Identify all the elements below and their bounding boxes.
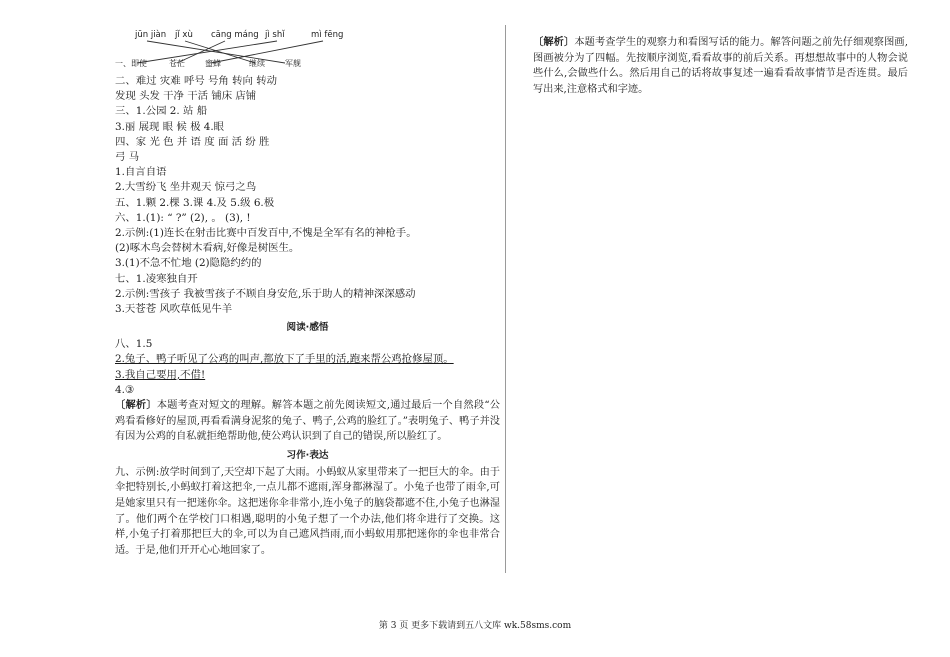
right-column bbox=[533, 35, 908, 97]
answer-line: 发现 头发 干净 干活 铺床 店铺 bbox=[115, 90, 257, 103]
pinyin-item: jì shǐ bbox=[265, 30, 285, 40]
pinyin-item: cāng máng bbox=[211, 30, 259, 40]
column-divider bbox=[505, 25, 506, 573]
answer-line-underlined: 2.兔子、鸭子听见了公鸡的叫声,都放下了手里的活,跑来帮公鸡抢修屋顶。 bbox=[115, 353, 454, 366]
answer-line: 2.示例:(1)连长在射击比赛中百发百中,不愧是全军有名的神枪手。 bbox=[115, 227, 417, 240]
match-word: 蜜蜂 bbox=[205, 59, 221, 68]
answer-line: 二、难过 灾难 呼号 号角 转向 转动 bbox=[115, 75, 277, 87]
answer-line: 六、1.(1): “ ?” (2), 。 (3), ! bbox=[115, 211, 251, 224]
answer-line: (2)啄木鸟会替树木看病,好像是树医生。 bbox=[115, 242, 300, 255]
analysis-tag: 〔解析〕 bbox=[533, 36, 575, 48]
answer-line: 五、1.颗 2.棵 3.课 4.及 5.级 6.极 bbox=[115, 196, 275, 209]
answer-line: 1.自言自语 bbox=[115, 166, 167, 179]
analysis-tag: 〔解析〕 bbox=[115, 399, 157, 412]
answer-line: 3.(1)不急不忙地 (2)隐隐约约的 bbox=[115, 257, 262, 270]
match-word: 军舰 bbox=[285, 59, 301, 68]
match-words-row bbox=[115, 58, 500, 70]
left-column bbox=[115, 30, 500, 558]
pinyin-item: jūn jiàn bbox=[135, 30, 167, 40]
right-analysis bbox=[533, 35, 908, 97]
reading-section-title: 阅读·感悟 bbox=[286, 322, 329, 334]
analysis-text: 本题考查对短文的理解。解答本题之前先阅读短文,通过最后一个自然段“公鸡看看修好的屋顶,再看看满身泥浆的兔子、鸭子,公鸡的脸红了。”表明兔子、鸭子并没有因为公鸡的自私就拒绝帮助他,使公鸡认识到了自己的错误,所以脸红了。 bbox=[115, 400, 500, 443]
answer-line: 七、1.凌寒独自开 bbox=[115, 272, 198, 285]
answer-line: 2.示例:雪孩子 我被雪孩子不顾自身安危,乐于助人的精神深深感动 bbox=[115, 287, 416, 300]
pinyin-item: mì fēng bbox=[311, 30, 344, 40]
answer-line: 3.丽 展现 眼 候 极 4.眼 bbox=[115, 120, 225, 133]
page-footer: 第 3 页 更多下载请到五八文库 wk.58sms.com bbox=[378, 621, 572, 631]
answer-line: 三、1.公园 2. 站 船 bbox=[115, 105, 208, 118]
answer-line: 弓 马 bbox=[115, 151, 140, 164]
answer-line: 3.天苍苍 风吹草低见牛羊 bbox=[115, 303, 233, 316]
writing-sample: 九、示例:放学时间到了,天空却下起了大雨。小蚂蚁从家里带来了一把巨大的伞。由于伞把特别长,小蚂蚁打着这把伞,一点儿都不遮雨,浑身都淋湿了。小兔子也带了雨伞,可是她家里只有一把迷你伞。这把迷你伞非常小,连小兔子的脑袋都遮不住,小兔子也淋湿了。他们两个在学校门口相遇,聪明的小兔子想了一个办法,他们将伞进行了交换。这样,小兔子打着那把巨大的伞,可以为自己遮风挡雨,而小蚂蚁用那把迷你的伞也非常合适。于是,他们开开心心地回家了。 bbox=[115, 466, 500, 556]
answer-line: 八、1.5 bbox=[115, 338, 153, 351]
match-word: 一、即使 bbox=[115, 59, 147, 68]
answer-line: 四、家 光 色 并 语 度 面 活 纷 胜 bbox=[115, 135, 270, 148]
answer-line: 4.③ bbox=[115, 383, 135, 396]
matching-exercise bbox=[115, 30, 500, 74]
reading-analysis bbox=[115, 398, 500, 445]
match-word: 苍茫 bbox=[169, 59, 185, 68]
answer-line-underlined: 3.我自己要用,不借! bbox=[115, 368, 206, 381]
analysis-text: 本题考查学生的观察力和看图写话的能力。解答问题之前先仔细观察图画,图画被分为了四幅。先按顺序浏览,看看故事的前后关系。再想想故事中的人物会说些什么,会做些什么。然后用自己的话将故事复述一遍看看故事情节是否连贯。最后写出来,注意格式和字迹。 bbox=[533, 37, 908, 95]
match-word: 继续 bbox=[249, 59, 265, 68]
writing-section-title: 习作·表达 bbox=[286, 449, 329, 461]
pinyin-item: jǐ xù bbox=[175, 30, 193, 40]
answer-line: 2.大雪纷飞 坐井观天 惊弓之鸟 bbox=[115, 181, 257, 194]
